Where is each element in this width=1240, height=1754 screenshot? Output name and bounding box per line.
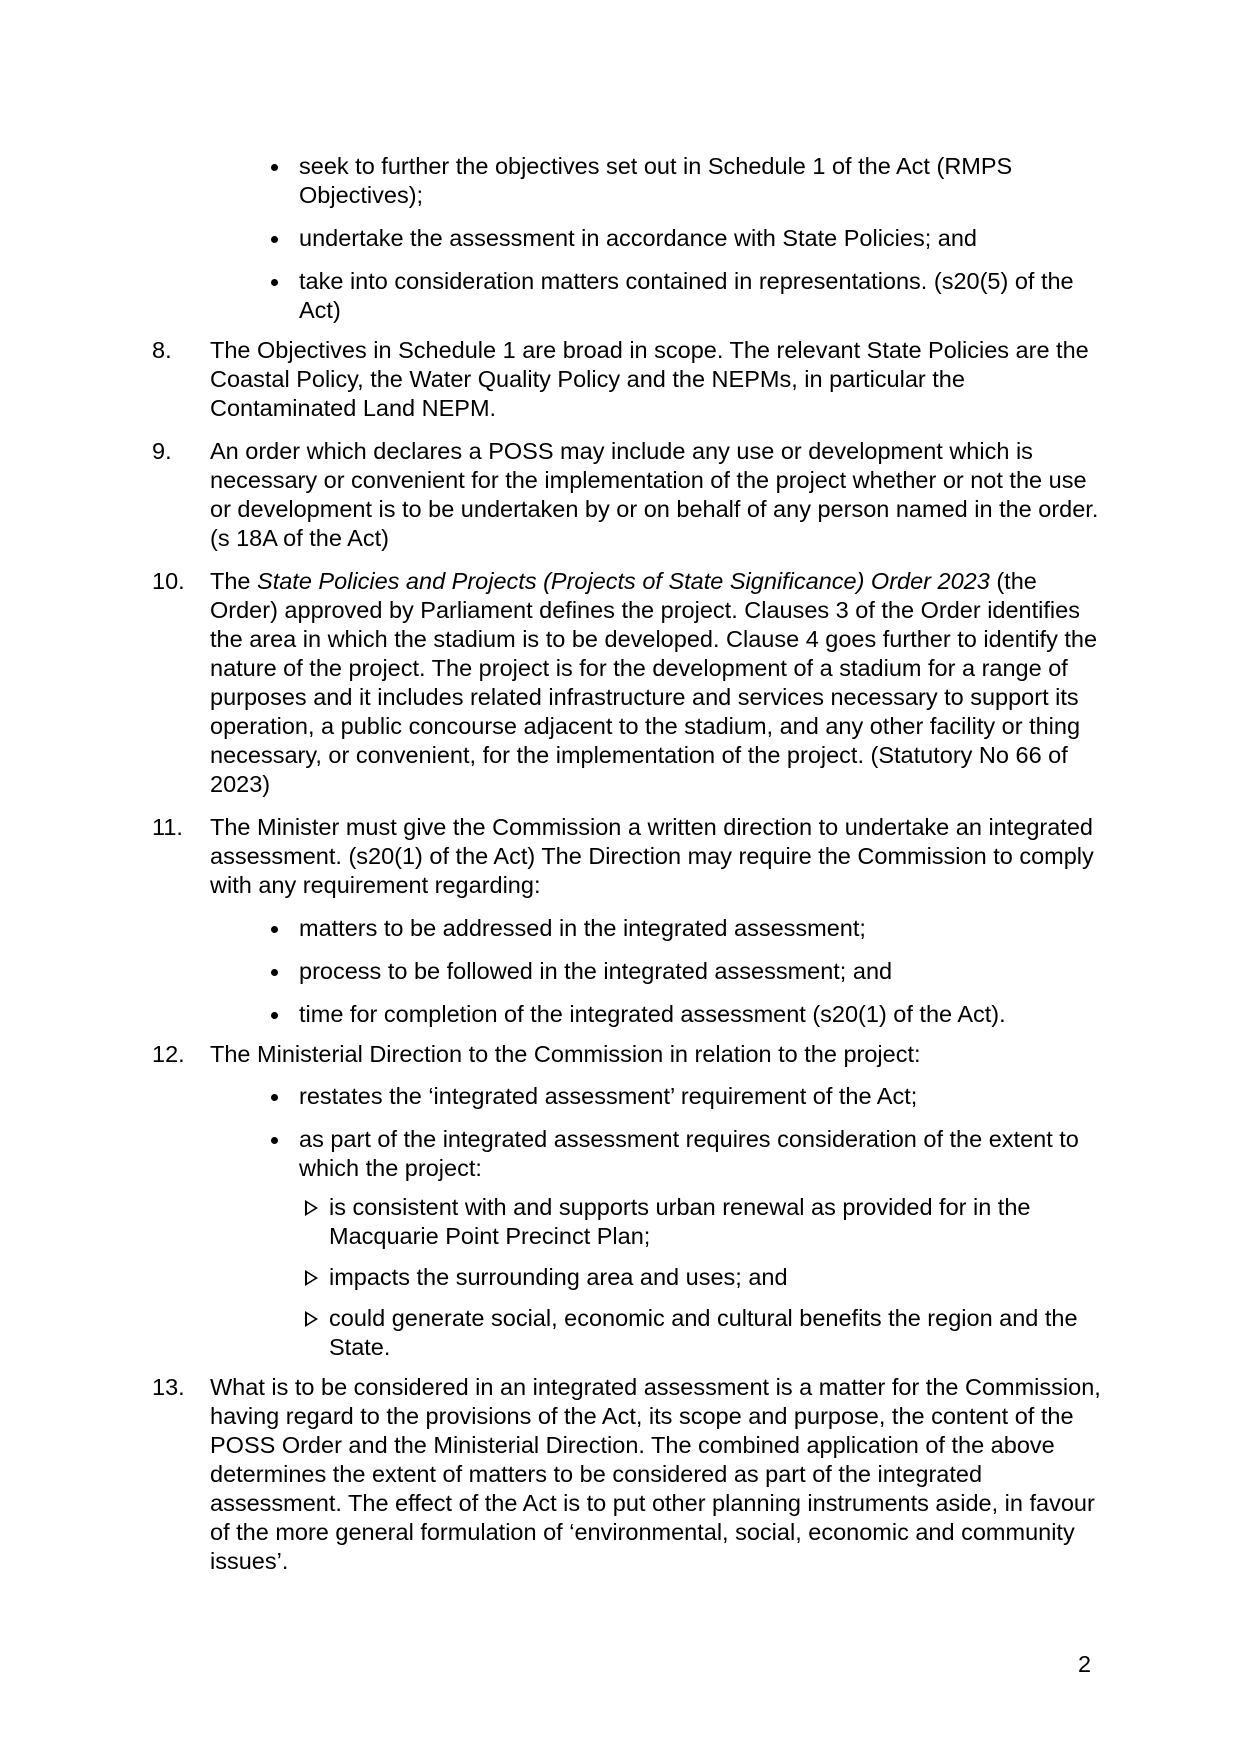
paragraph-13 [152, 1373, 1107, 1576]
sub-list-item: could generate social, economic and cultural benefits the region and the State. [152, 1304, 1107, 1362]
paragraph-11 [152, 813, 1107, 900]
order-title: State Policies and Projects (Projects of State Significance) Order 2023 [257, 568, 990, 594]
paragraph-text: The Minister must give the Commission a written direction to undertake an integrated assessment. (s20(1) of the Act) The Direction may require the Commission to comply with any requirement regarding: [210, 814, 1094, 898]
page-content [152, 152, 1107, 1590]
paragraph-text: The Objectives in Schedule 1 are broad in scope. The relevant State Policies are the Coastal Policy, the Water Quality Policy and the NEPMs, in particular the Contaminated Land NEPM. [210, 337, 1089, 421]
paragraph-text-end: (the Order) approved by Parliament defines the project. Clauses 3 of the Order identifies the area in which the stadium is to be developed. Clause 4 goes further to identify the nature of the project. The project is for the development of a stadium for a range of purposes and it includes related infrastructure and services necessary to support its operation, a public concourse adjacent to the stadium, and any other facility or thing necessary, or convenient, for the implementation of the project. (Statutory No 66 of 2023) [210, 568, 1098, 797]
paragraph-9 [152, 437, 1107, 553]
list-item: time for completion of the integrated assessment (s20(1) of the Act). [152, 1000, 1107, 1029]
paragraph-number: 11. [152, 814, 183, 840]
paragraph-12 [152, 1040, 1107, 1069]
list-item: take into consideration matters contained in representations. (s20(5) of the Act) [152, 267, 1107, 325]
paragraph-text-start: The [210, 568, 258, 594]
paragraph-10 [152, 567, 1107, 799]
paragraph-number: 10. [152, 568, 185, 594]
list-item: undertake the assessment in accordance with State Policies; and [152, 224, 1107, 253]
list-item: restates the ‘integrated assessment’ requirement of the Act; [152, 1082, 1107, 1111]
list-item: matters to be addressed in the integrated assessment; [152, 914, 1107, 943]
paragraph-text: What is to be considered in an integrated assessment is a matter for the Commission, having regard to the provisions of the Act, its scope and purpose, the content of the POSS Order and the Ministerial Direction. The combined application of the above determines the extent of matters to be considered as part of the integrated assessment. The effect of the Act is to put other planning instruments aside, in favour of the more general formulation of ‘environmental, social, economic and community issues’. [210, 1374, 1101, 1574]
list-item: seek to further the objectives set out in Schedule 1 of the Act (RMPS Objectives); [152, 152, 1107, 210]
paragraph-number: 9. [152, 438, 172, 464]
paragraph-text: An order which declares a POSS may include any use or development which is necessary or convenient for the implementation of the project whether or not the use or development is to be undertaken by or on behalf of any person named in the order. (s 18A of the Act) [210, 438, 1099, 551]
sub-list-item: is consistent with and supports urban renewal as provided for in the Macquarie Point Precinct Plan; [152, 1193, 1107, 1251]
paragraph-8 [152, 336, 1107, 423]
paragraph-number: 13. [152, 1374, 185, 1400]
paragraph-number: 8. [152, 337, 172, 363]
page-number: 2 [1078, 1651, 1092, 1677]
list-item: process to be followed in the integrated assessment; and [152, 957, 1107, 986]
paragraph-number: 12. [152, 1041, 185, 1067]
paragraph-text: The Ministerial Direction to the Commission in relation to the project: [210, 1041, 921, 1067]
list-item: as part of the integrated assessment requires consideration of the extent to which the project: [152, 1125, 1107, 1183]
sub-list-item: impacts the surrounding area and uses; and [152, 1263, 1107, 1292]
